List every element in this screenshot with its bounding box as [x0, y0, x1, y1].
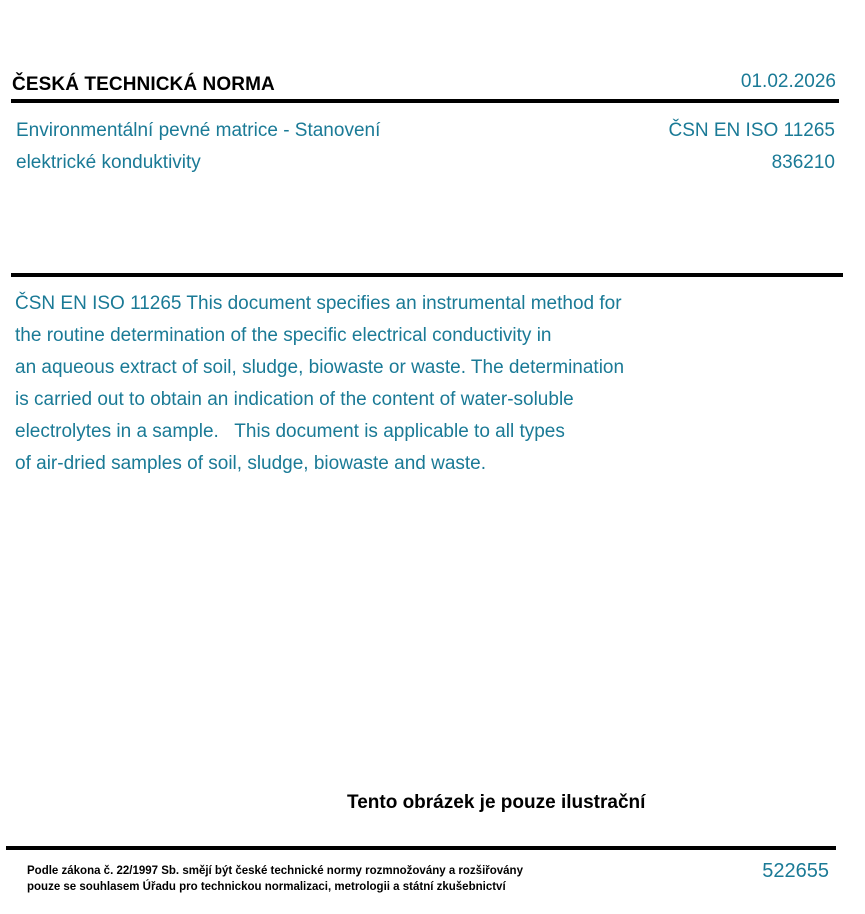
document-title-line-2: elektrické konduktivity [16, 152, 201, 173]
header-title: ČESKÁ TECHNICKÁ NORMA [12, 74, 275, 95]
document-title [16, 115, 380, 179]
illustrative-notice: Tento obrázek je pouze ilustrační [347, 792, 646, 813]
standard-code: ČSN EN ISO 11265 [668, 120, 835, 141]
abstract-line-3: an aqueous extract of soil, sludge, biowaste or waste. The determination [15, 357, 625, 378]
legal-notice [27, 863, 523, 895]
legal-notice-line-1: Podle zákona č. 22/1997 Sb. smějí být české technické normy rozmnožovány a rozšiřovány [27, 865, 523, 877]
top-divider [11, 99, 839, 103]
abstract-line-4: is carried out to obtain an indication of the content of water-soluble [15, 389, 574, 410]
abstract-line-6: of air-dried samples of soil, sludge, biowaste and waste. [15, 453, 487, 474]
legal-notice-line-2: pouze se souhlasem Úřadu pro technickou normalizaci, metrologii a státní zkušebnictví [27, 881, 506, 893]
standard-identifiers [668, 115, 835, 179]
bottom-divider [6, 846, 836, 850]
middle-divider [11, 273, 843, 277]
document-number: 522655 [762, 860, 829, 882]
classification-number: 836210 [771, 152, 835, 173]
abstract-line-5: electrolytes in a sample. This document is applicable to all types [15, 421, 565, 442]
abstract-line-2: the routine determination of the specific electrical conductivity in [15, 325, 552, 346]
document-title-line-1: Environmentální pevné matrice - Stanovení [16, 120, 381, 141]
abstract-text [15, 288, 735, 480]
abstract-line-1: ČSN EN ISO 11265 This document specifies an instrumental method for [15, 293, 622, 314]
header-date: 01.02.2026 [740, 71, 836, 92]
